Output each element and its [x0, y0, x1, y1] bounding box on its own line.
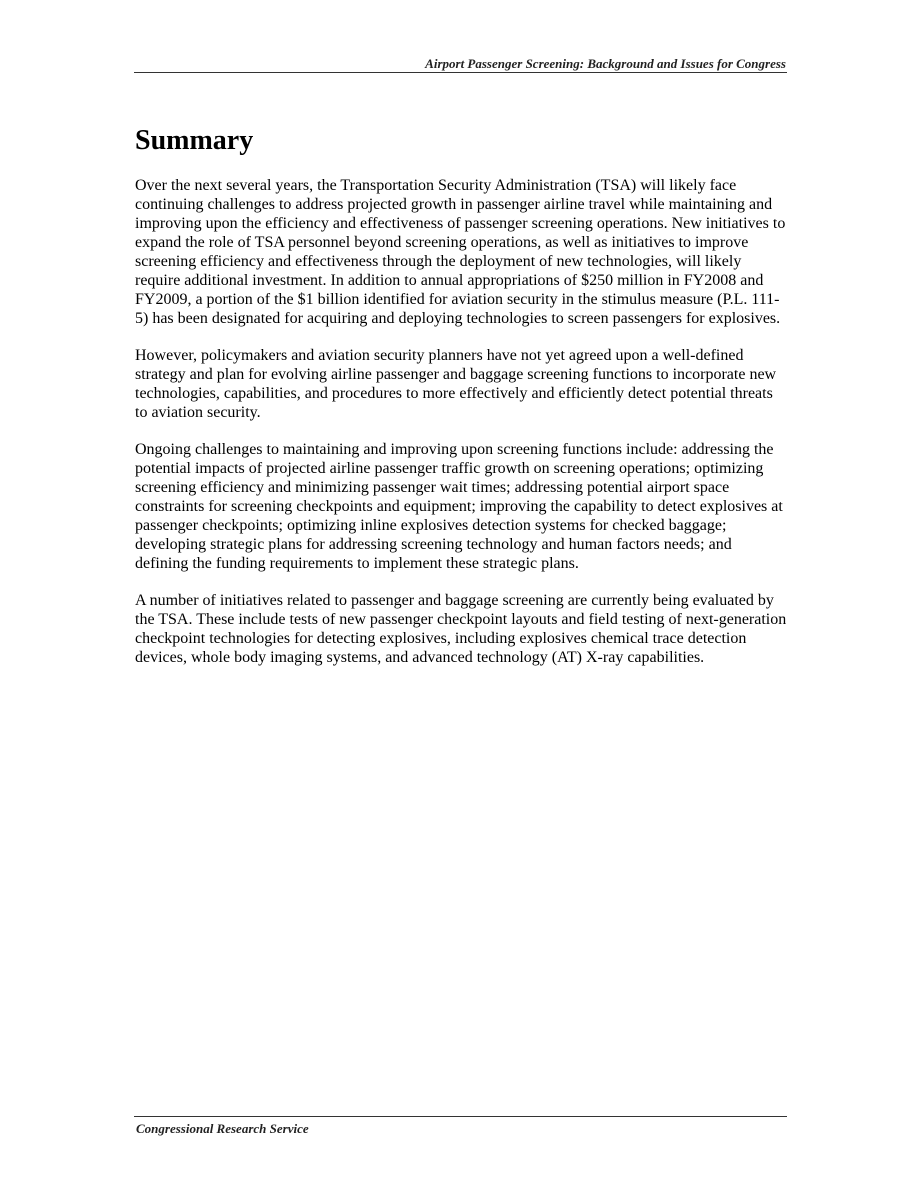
section-body: [135, 176, 787, 685]
paragraph-1: Over the next several years, the Transportation Security Administration (TSA) will likely face continuing challenges to address projected growth in passenger airline travel while maintaining and improving upon the efficiency and effectiveness of passenger screening operations. New initiatives to expand the role of TSA personnel beyond screening operations, as well as initiatives to improve screening efficiency and effectiveness through the deployment of new technologies, will likely require additional investment. In addition to annual appropriations of $250 million in FY2008 and FY2009, a portion of the $1 billion identified for aviation security in the stimulus measure (P.L. 111-5) has been designated for acquiring and deploying technologies to screen passengers for explosives.: [135, 177, 786, 327]
paragraph-4: A number of initiatives related to passenger and baggage screening are currently being evaluated by the TSA. These include tests of new passenger checkpoint layouts and field testing of next-generation checkpoint technologies for detecting explosives, including explosives chemical trace detection devices, whole body imaging systems, and advanced technology (AT) X-ray capabilities.: [135, 592, 787, 666]
section-title: Summary: [135, 125, 254, 156]
running-header: Airport Passenger Screening: Background and Issues for Congress: [425, 56, 786, 71]
paragraph-3: Ongoing challenges to maintaining and improving upon screening functions include: addressing the potential impacts of projected airline passenger traffic growth on screening operations; optimizing screening efficiency and minimizing passenger wait times; addressing potential airport space constraints for screening checkpoints and equipment; improving the capability to detect explosives at passenger checkpoints; optimizing inline explosives detection systems for checked baggage; developing strategic plans for addressing screening technology and human factors needs; and defining the funding requirements to implement these strategic plans.: [135, 441, 783, 572]
running-footer: Congressional Research Service: [136, 1121, 309, 1136]
header-rule: [134, 72, 787, 73]
footer-rule: [134, 1116, 787, 1117]
paragraph-2: However, policymakers and aviation security planners have not yet agreed upon a well-defined strategy and plan for evolving airline passenger and baggage screening functions to incorporate new technologies, capabilities, and procedures to more effectively and efficiently detect potential threats to aviation security.: [135, 347, 777, 421]
